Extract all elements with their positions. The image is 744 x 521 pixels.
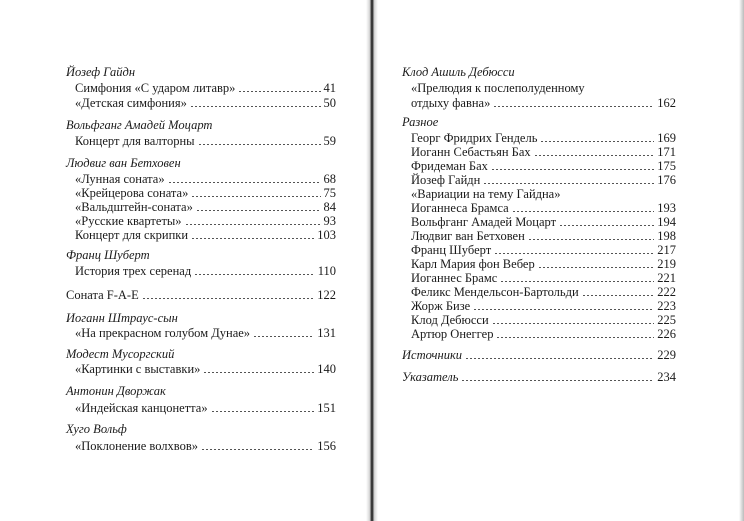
toc-page: 217 bbox=[657, 243, 676, 257]
leader-dots bbox=[185, 224, 321, 225]
toc-page: 194 bbox=[657, 215, 676, 229]
toc-row bbox=[411, 229, 676, 243]
toc-page: 234 bbox=[657, 370, 676, 384]
toc-page: 222 bbox=[657, 285, 676, 299]
left-page bbox=[0, 0, 370, 521]
composer-heading-dvorak: Антонин Дворжак bbox=[66, 384, 166, 398]
toc-row bbox=[411, 131, 676, 145]
toc-page: 122 bbox=[317, 288, 336, 302]
leader-dots bbox=[201, 449, 314, 450]
toc-row bbox=[75, 96, 336, 110]
toc-page: 162 bbox=[657, 96, 676, 110]
toc-page: 171 bbox=[657, 145, 676, 159]
toc-row bbox=[75, 186, 336, 200]
toc-title: Йозеф Гайдн bbox=[411, 173, 481, 187]
composer-heading-beethoven: Людвиг ван Бетховен bbox=[66, 156, 181, 170]
toc-row bbox=[411, 201, 676, 215]
toc-page: 131 bbox=[317, 326, 336, 340]
toc-row bbox=[75, 172, 336, 186]
leader-dots bbox=[211, 411, 315, 412]
toc-page: 193 bbox=[657, 201, 676, 215]
leader-dots bbox=[196, 210, 321, 211]
toc-page: 75 bbox=[323, 186, 336, 200]
toc-page: 140 bbox=[317, 362, 336, 376]
toc-row bbox=[411, 243, 676, 257]
toc-page: 50 bbox=[323, 96, 336, 110]
toc-title: Концерт для скрипки bbox=[75, 228, 189, 242]
toc-title: «Русские квартеты» bbox=[75, 214, 182, 228]
leader-dots bbox=[582, 295, 655, 296]
toc-row bbox=[411, 299, 676, 313]
toc-title: Указатель bbox=[402, 370, 459, 384]
toc-row bbox=[75, 326, 336, 340]
toc-page: 176 bbox=[657, 173, 676, 187]
toc-page: 41 bbox=[323, 81, 336, 95]
toc-page: 84 bbox=[323, 200, 336, 214]
toc-title: «Поклонение волхвов» bbox=[75, 439, 198, 453]
toc-title: Источники bbox=[402, 348, 463, 362]
toc-page: 219 bbox=[657, 257, 676, 271]
leader-dots bbox=[512, 211, 655, 212]
toc-row bbox=[411, 145, 676, 159]
toc-row bbox=[75, 200, 336, 214]
leader-dots bbox=[203, 372, 314, 373]
leader-dots bbox=[538, 267, 655, 268]
toc-row bbox=[75, 264, 336, 278]
leader-dots bbox=[492, 323, 655, 324]
toc-row bbox=[411, 327, 676, 341]
toc-row bbox=[411, 257, 676, 271]
leader-dots bbox=[491, 169, 654, 170]
toc-title: «Картинки с выставки» bbox=[75, 362, 201, 376]
composer-heading-mozart: Вольфганг Амадей Моцарт bbox=[66, 118, 213, 132]
toc-row bbox=[75, 134, 336, 148]
toc-page: 103 bbox=[317, 228, 336, 242]
toc-title: Иоганнеса Брамса bbox=[411, 201, 509, 215]
toc-row-index bbox=[402, 370, 676, 384]
toc-row bbox=[75, 81, 336, 95]
toc-title: «Лунная соната» bbox=[75, 172, 165, 186]
toc-row bbox=[411, 313, 676, 327]
toc-page: 110 bbox=[317, 264, 336, 278]
toc-page: 59 bbox=[323, 134, 336, 148]
toc-title: Феликс Мендельсон-Бартольди bbox=[411, 285, 579, 299]
leader-dots bbox=[168, 182, 321, 183]
leader-dots bbox=[473, 309, 654, 310]
leader-dots bbox=[191, 196, 320, 197]
toc-title: Иоганнес Брамс bbox=[411, 271, 498, 285]
toc-page: 225 bbox=[657, 313, 676, 327]
toc-page: 156 bbox=[317, 439, 336, 453]
toc-title: Вольфганг Амадей Моцарт bbox=[411, 215, 557, 229]
composer-heading-schubert: Франц Шуберт bbox=[66, 248, 150, 262]
toc-title: Людвиг ван Бетховен bbox=[411, 229, 525, 243]
toc-page: 175 bbox=[657, 159, 676, 173]
toc-page: 169 bbox=[657, 131, 676, 145]
leader-dots bbox=[142, 298, 315, 299]
toc-page: 68 bbox=[323, 172, 336, 186]
leader-dots bbox=[559, 225, 654, 226]
toc-title: «Индейская канцонетта» bbox=[75, 401, 208, 415]
leader-dots bbox=[493, 106, 654, 107]
toc-row bbox=[411, 96, 676, 110]
composer-heading-haydn: Йозеф Гайдн bbox=[66, 65, 136, 79]
toc-title: «Детская симфония» bbox=[75, 96, 187, 110]
toc-title: Георг Фридрих Гендель bbox=[411, 131, 538, 145]
toc-title: «Вальдштейн-соната» bbox=[75, 200, 193, 214]
toc-title-line: «Прелюдия к послеполуденному bbox=[411, 81, 585, 95]
leader-dots bbox=[528, 239, 654, 240]
leader-dots bbox=[465, 358, 654, 359]
leader-dots bbox=[238, 91, 320, 92]
toc-page: 151 bbox=[317, 401, 336, 415]
right-page bbox=[375, 0, 744, 521]
leader-dots bbox=[191, 238, 314, 239]
toc-row bbox=[411, 173, 676, 187]
leader-dots bbox=[461, 380, 654, 381]
leader-dots bbox=[496, 337, 654, 338]
toc-row bbox=[411, 215, 676, 229]
toc-row-sources bbox=[402, 348, 676, 362]
toc-title: отдыху фавна» bbox=[411, 96, 491, 110]
toc-title: Жорж Бизе bbox=[411, 299, 471, 313]
leader-dots bbox=[494, 253, 654, 254]
toc-title: Карл Мария фон Вебер bbox=[411, 257, 535, 271]
toc-page: 223 bbox=[657, 299, 676, 313]
toc-row bbox=[75, 228, 336, 242]
toc-page: 93 bbox=[323, 214, 336, 228]
toc-row bbox=[75, 214, 336, 228]
leader-dots bbox=[483, 183, 654, 184]
toc-title: Концерт для валторны bbox=[75, 134, 195, 148]
leader-dots bbox=[198, 144, 321, 145]
toc-title: «Крейцерова соната» bbox=[75, 186, 189, 200]
page-edge bbox=[739, 0, 744, 521]
toc-title: Иоганн Себастьян Бах bbox=[411, 145, 531, 159]
leader-dots bbox=[253, 336, 314, 337]
toc-page: 229 bbox=[657, 348, 676, 362]
toc-title: «На прекрасном голубом Дунае» bbox=[75, 326, 251, 340]
toc-title: Франц Шуберт bbox=[411, 243, 492, 257]
composer-heading-wolf: Хуго Вольф bbox=[66, 422, 127, 436]
toc-row bbox=[411, 285, 676, 299]
leader-dots bbox=[500, 281, 654, 282]
leader-dots bbox=[540, 141, 654, 142]
toc-row bbox=[411, 159, 676, 173]
leader-dots bbox=[194, 274, 314, 275]
composer-heading-strauss: Иоганн Штраус-сын bbox=[66, 311, 178, 325]
composer-heading-debussy: Клод Ашиль Дебюсси bbox=[402, 65, 515, 79]
toc-title: Клод Дебюсси bbox=[411, 313, 489, 327]
variations-heading: «Вариации на тему Гайдна» bbox=[411, 187, 561, 201]
toc-row bbox=[411, 271, 676, 285]
toc-title: Артюр Онеггер bbox=[411, 327, 494, 341]
toc-title: Соната F-A-E bbox=[66, 288, 139, 302]
toc-page: 226 bbox=[657, 327, 676, 341]
toc-row bbox=[75, 362, 336, 376]
toc-row bbox=[75, 439, 336, 453]
toc-row bbox=[75, 401, 336, 415]
toc-row-sonata-fae bbox=[66, 288, 336, 302]
toc-title: История трех серенад bbox=[75, 264, 192, 278]
leader-dots bbox=[534, 155, 655, 156]
toc-page: 221 bbox=[657, 271, 676, 285]
toc-title: Симфония «С ударом литавр» bbox=[75, 81, 236, 95]
toc-title: Фридеман Бах bbox=[411, 159, 488, 173]
section-heading-misc: Разное bbox=[402, 115, 439, 129]
leader-dots bbox=[190, 106, 321, 107]
composer-heading-mussorgsky: Модест Мусоргский bbox=[66, 347, 175, 361]
toc-page: 198 bbox=[657, 229, 676, 243]
